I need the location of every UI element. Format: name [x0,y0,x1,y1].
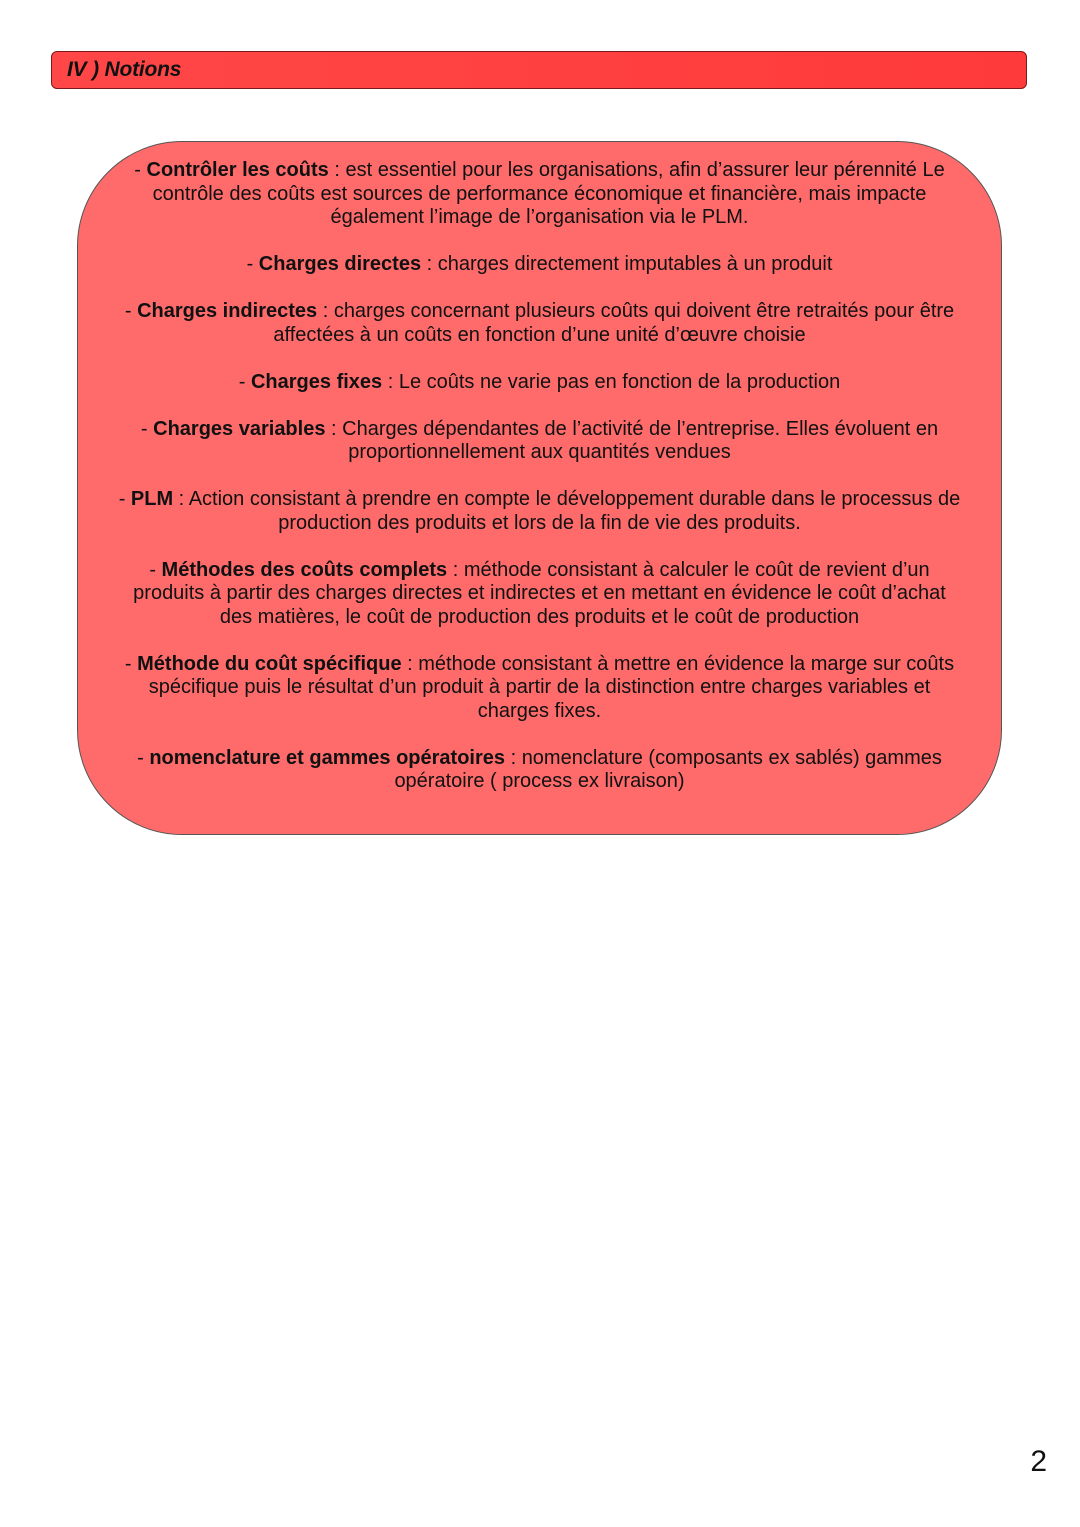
notion-methode-cout-specifique: - Méthode du coût spécifique : méthode consistant à mettre en évidence la marge sur coûts spécifique puis le résultat d’un produit à partir de la distinction entre charges variables et charges fixes. [124,652,955,722]
notion-charges-indirectes: - Charges indirectes : charges concernant plusieurs coûts qui doivent être retraités pour être affectées à un coûts en fonction d’une unité d’œuvre choisie [124,300,955,346]
notion-term: Charges indirectes [137,300,318,322]
notion-nomenclature-gammes: - nomenclature et gammes opératoires : nomenclature (composants ex sablés) gammes opératoire ( process ex livraison) [137,746,942,792]
notions-box [77,141,1002,835]
notion-term: PLM [130,488,174,510]
notion-definition: nomenclature (composants ex sablés) gammes opératoire ( process ex livraison) [394,746,942,792]
section-title: IV ) Notions [67,58,182,81]
notion-definition: Charges dépendantes de l’activité de l’entreprise. Elles évoluent en proportionnellement aux quantités vendues [342,417,939,463]
notion-definition: Action consistant à prendre en compte le développement durable dans le processus de production des produits et lors de la fin de vie des produits. [188,488,961,534]
notion-term: nomenclature et gammes opératoires [149,746,506,769]
notion-term: Contrôler les coûts [146,159,329,181]
notion-term: Méthode du coût spécifique [137,652,402,675]
notion-definition: Le coûts ne varie pas en fonction de la production [398,370,841,393]
notion-term: Méthodes des coûts complets [161,558,448,581]
notion-definition: méthode consistant à calculer le coût de revient d’un produits à partir des charges directes et indirectes et en mettant en évidence le coût d’achat des matières, le coût de production des produits et le coût de production [133,558,946,628]
notion-definition: est essentiel pour les organisations, afin d’assurer leur pérennité Le contrôle des coûts est sources de performance économique et financière, mais impacte également l’image de l’organisation via le PLM. [152,159,945,228]
notion-definition: charges concernant plusieurs coûts qui doivent être retraités pour être affectées à un coûts en fonction d’une unité d’œuvre choisie [273,300,955,346]
page-number: 2 [1030,1445,1047,1478]
notion-charges-variables: - Charges variables : Charges dépendantes de l’activité de l’entreprise. Elles évoluent en proportionnellement aux quantités vendues [140,417,939,463]
notion-plm: - PLM : Action consistant à prendre en compte le développement durable dans le processus de production des produits et lors de la fin de vie des produits. [118,488,961,534]
notion-definition: méthode consistant à mettre en évidence la marge sur coûts spécifique puis le résultat d’un produit à partir de la distinction entre charges variables et charges fixes. [148,652,955,722]
notion-definition: charges directement imputables à un produit [437,253,833,275]
notion-term: Charges directes [258,253,422,275]
notion-term: Charges fixes [250,370,383,393]
notion-controler-les-couts: - Contrôler les coûts : est essentiel pour les organisations, afin d’assurer leur pérennité Le contrôle des coûts est sources de performance économique et financière, mais impacte également l’image de l’organisation via le PLM. [134,159,945,228]
notion-charges-fixes: - Charges fixes : Le coûts ne varie pas en fonction de la production [238,370,841,393]
notion-term: Charges variables [153,417,326,440]
notion-charges-directes: - Charges directes : charges directement imputables à un produit [246,253,833,275]
section-header [51,51,1027,89]
notion-methodes-couts-complets: - Méthodes des coûts complets : méthode consistant à calculer le coût de revient d’un produits à partir des charges directes et indirectes et en mettant en évidence le coût d’achat des matières, le coût de production des produits et le coût de production [133,558,946,628]
